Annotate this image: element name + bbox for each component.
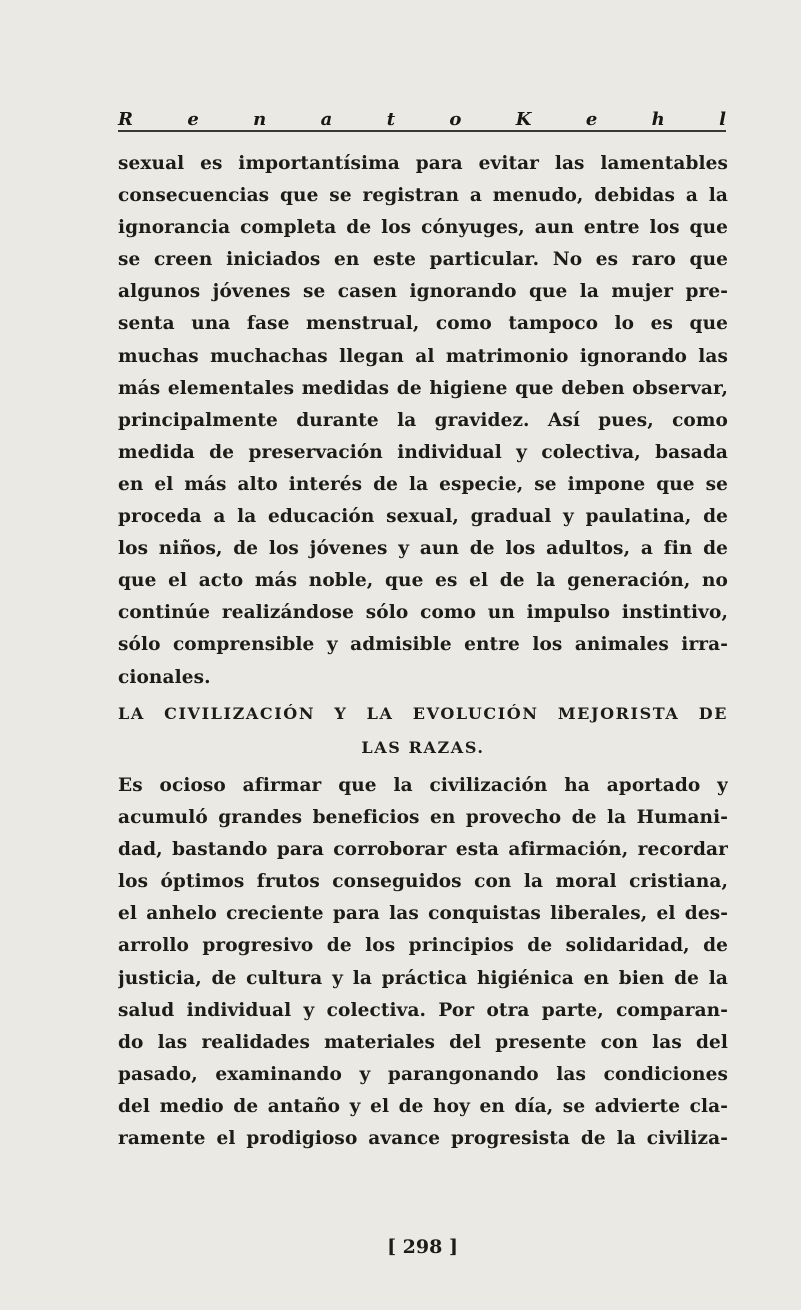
text-line: los óptimos frutos conseguidos con la moral cristiana,: [118, 871, 728, 893]
paragraph-1: [118, 148, 728, 694]
text-line: continúe realizándose sólo como un impulso instintivo,: [118, 602, 728, 624]
text-line: acumuló grandes beneficios en provecho de la Humani-: [118, 807, 728, 829]
text-line: justicia, de cultura y la práctica higiénica en bien de la: [118, 967, 728, 989]
page-number: [ 298 ]: [387, 1236, 458, 1258]
text-line: pasado, examinando y parangonando las condiciones: [118, 1063, 728, 1085]
running-head-letter: l: [719, 109, 726, 130]
header-rule: [118, 130, 726, 132]
text-line: más elementales medidas de higiene que deben observar,: [118, 377, 728, 399]
text-line: senta una fase menstrual, como tampoco lo es que: [118, 313, 728, 335]
text-line: salud individual y colectiva. Por otra parte, comparan-: [118, 999, 728, 1021]
text-line: principalmente durante la gravidez. Así pues, como: [118, 409, 728, 431]
running-head-letter: K: [515, 109, 532, 130]
text-line: que el acto más noble, que es el de la generación, no: [118, 570, 728, 592]
text-line: consecuencias que se registran a menudo, debidas a la: [118, 185, 728, 207]
running-head-letter: e: [585, 109, 598, 130]
text-line: ignorancia completa de los cónyuges, aun entre los que: [118, 217, 728, 239]
text-line: sexual es importantísima para evitar las lamentables: [118, 153, 728, 174]
text-line: los niños, de los jóvenes y aun de los adultos, a fin de: [118, 538, 728, 560]
text-line: el anhelo creciente para las conquistas liberales, el des-: [118, 903, 728, 925]
running-head-letter: R: [118, 109, 133, 130]
section-heading-line-2: LAS RAZAS.: [361, 738, 485, 757]
paragraph-2: [118, 770, 728, 1155]
text-line: dad, bastando para corroborar esta afirmación, recordar: [118, 839, 728, 861]
running-head: [118, 100, 726, 130]
text-line: en el más alto interés de la especie, se impone que se: [118, 473, 728, 495]
text-line: arrollo progresivo de los principios de solidaridad, de: [118, 935, 728, 957]
text-line: muchas muchachas llegan al matrimonio ignorando las: [118, 345, 728, 367]
running-head-letter: h: [651, 109, 665, 130]
running-head-letter: n: [253, 109, 267, 130]
running-head-letter: e: [187, 109, 199, 130]
section-heading-line-1: LA CIVILIZACIÓN Y LA EVOLUCIÓN MEJORISTA DE: [118, 704, 728, 723]
text-line: algunos jóvenes se casen ignorando que la mujer pre-: [118, 281, 728, 303]
running-head-letter: o: [449, 109, 462, 130]
text-line: do las realidades materiales del presente con las del: [118, 1031, 728, 1053]
text-line: sólo comprensible y admisible entre los animales irra-: [118, 634, 728, 656]
text-line: del medio de antaño y el de hoy en día, se advierte cla-: [118, 1095, 728, 1117]
running-head-letter: t: [386, 109, 396, 130]
text-line: Es ocioso afirmar que la civilización ha aportado y: [118, 775, 728, 796]
section-heading: [118, 697, 728, 765]
running-head-letter: a: [320, 109, 333, 130]
text-line: se creen iniciados en este particular. No es raro que: [118, 249, 728, 271]
text-line: ramente el prodigioso avance progresista de la civiliza-: [118, 1128, 728, 1150]
text-line: medida de preservación individual y colectiva, basada: [118, 441, 728, 463]
text-line: proceda a la educación sexual, gradual y paulatina, de: [118, 506, 728, 528]
text-line: cionales.: [118, 666, 211, 688]
